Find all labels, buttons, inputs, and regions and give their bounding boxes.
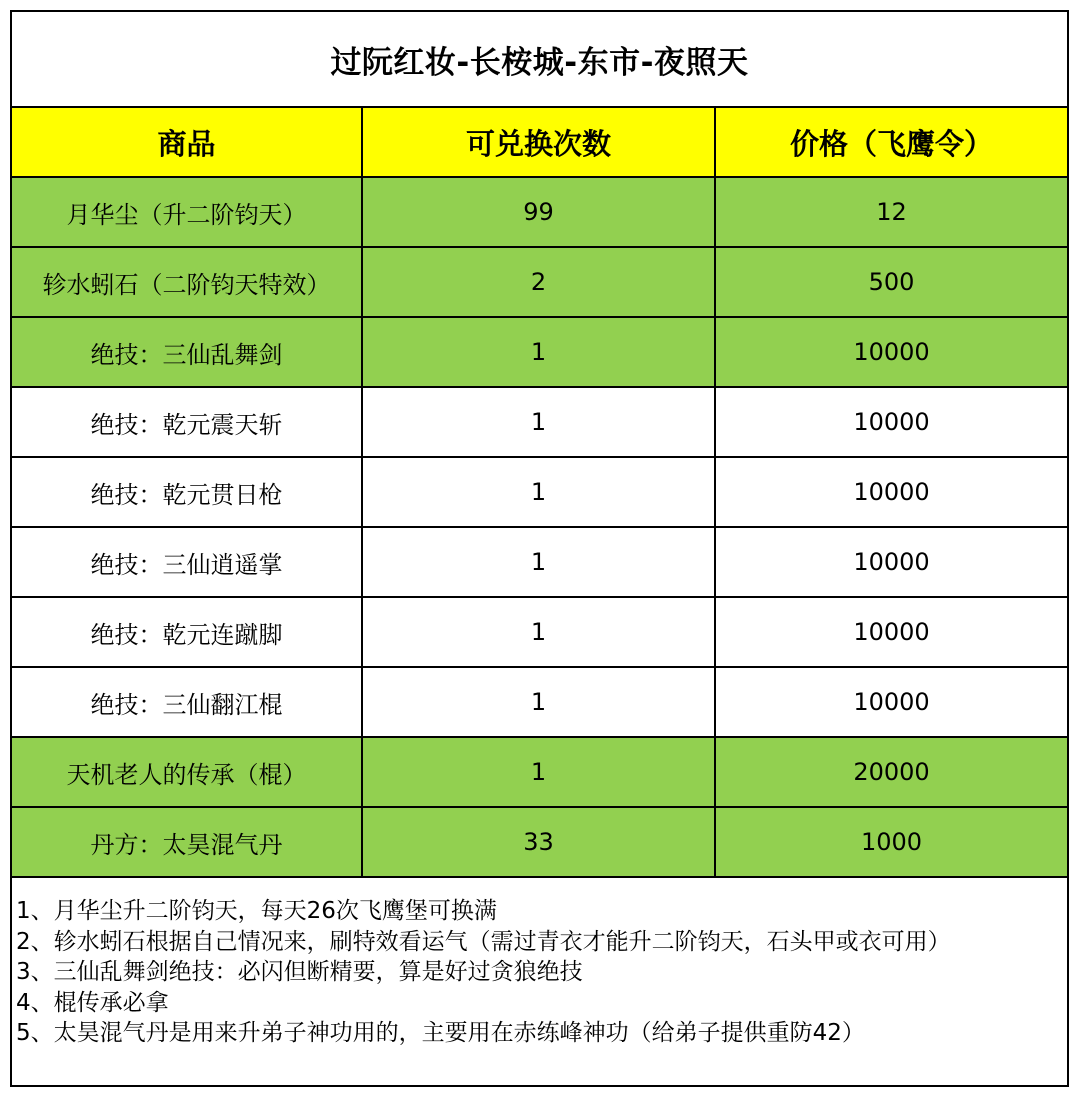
count-cell: 1 [363, 458, 716, 526]
price-cell: 10000 [853, 478, 930, 506]
header-count: 可兑换次数 [363, 108, 716, 176]
item-cell: 绝技：乾元连蹴脚 [12, 598, 363, 666]
note-line: 2、轸水蚓石根据自己情况来，刷特效看运气（需过青衣才能升二阶钧天，石头甲或衣可用） [16, 928, 951, 955]
table-row [12, 808, 1067, 878]
table-row [12, 458, 1067, 528]
table-row [12, 738, 1067, 808]
count-cell: 1 [363, 598, 716, 666]
note-line: 4、棍传承必拿 [16, 989, 169, 1016]
table-header-row [12, 108, 1067, 178]
count-cell: 1 [363, 318, 716, 386]
price-cell: 10000 [853, 408, 930, 436]
price-cell: 20000 [853, 758, 930, 786]
table-row [12, 178, 1067, 248]
table-row [12, 528, 1067, 598]
price-cell: 1000 [860, 828, 923, 856]
count-cell: 1 [363, 738, 716, 806]
table-row [12, 598, 1067, 668]
count-cell: 2 [363, 248, 716, 316]
table-title: 过阮红妆-长桉城-东市-夜照天 [12, 12, 1067, 108]
price-cell: 10000 [853, 688, 930, 716]
exchange-table-sheet [10, 10, 1069, 1087]
price-cell: 10000 [853, 548, 930, 576]
count-cell: 99 [363, 178, 716, 246]
price-cell: 12 [876, 198, 907, 226]
count-cell: 33 [363, 808, 716, 876]
item-cell: 轸水蚓石（二阶钧天特效） [12, 248, 363, 316]
item-cell: 丹方：太昊混气丹 [12, 808, 363, 876]
item-cell: 绝技：三仙逍遥掌 [12, 528, 363, 596]
count-cell: 1 [363, 528, 716, 596]
item-cell: 绝技：三仙乱舞剑 [12, 318, 363, 386]
header-price: 价格（飞鹰令） [789, 126, 993, 161]
item-cell: 天机老人的传承（棍） [12, 738, 363, 806]
note-line: 1、月华尘升二阶钧天，每天26次飞鹰堡可换满 [16, 898, 497, 924]
table-row [12, 388, 1067, 458]
exchange-table [12, 108, 1067, 878]
table-row [12, 668, 1067, 738]
count-cell: 1 [363, 668, 716, 736]
item-cell: 绝技：乾元贯日枪 [12, 458, 363, 526]
item-cell: 绝技：乾元震天斩 [12, 388, 363, 456]
price-cell: 500 [868, 268, 915, 296]
header-item: 商品 [12, 108, 363, 176]
price-cell: 10000 [853, 338, 930, 366]
note-line: 3、三仙乱舞剑绝技：必闪但断精要，算是好过贪狼绝技 [16, 959, 583, 985]
price-cell: 10000 [853, 618, 930, 646]
item-cell: 绝技：三仙翻江棍 [12, 668, 363, 736]
count-cell: 1 [363, 388, 716, 456]
notes-section [16, 896, 1056, 1049]
table-row [12, 318, 1067, 388]
note-line: 5、太昊混气丹是用来升弟子神功用的，主要用在赤练峰神功（给弟子提供重防42） [16, 1020, 865, 1046]
item-cell: 月华尘（升二阶钧天） [12, 178, 363, 246]
table-row [12, 248, 1067, 318]
